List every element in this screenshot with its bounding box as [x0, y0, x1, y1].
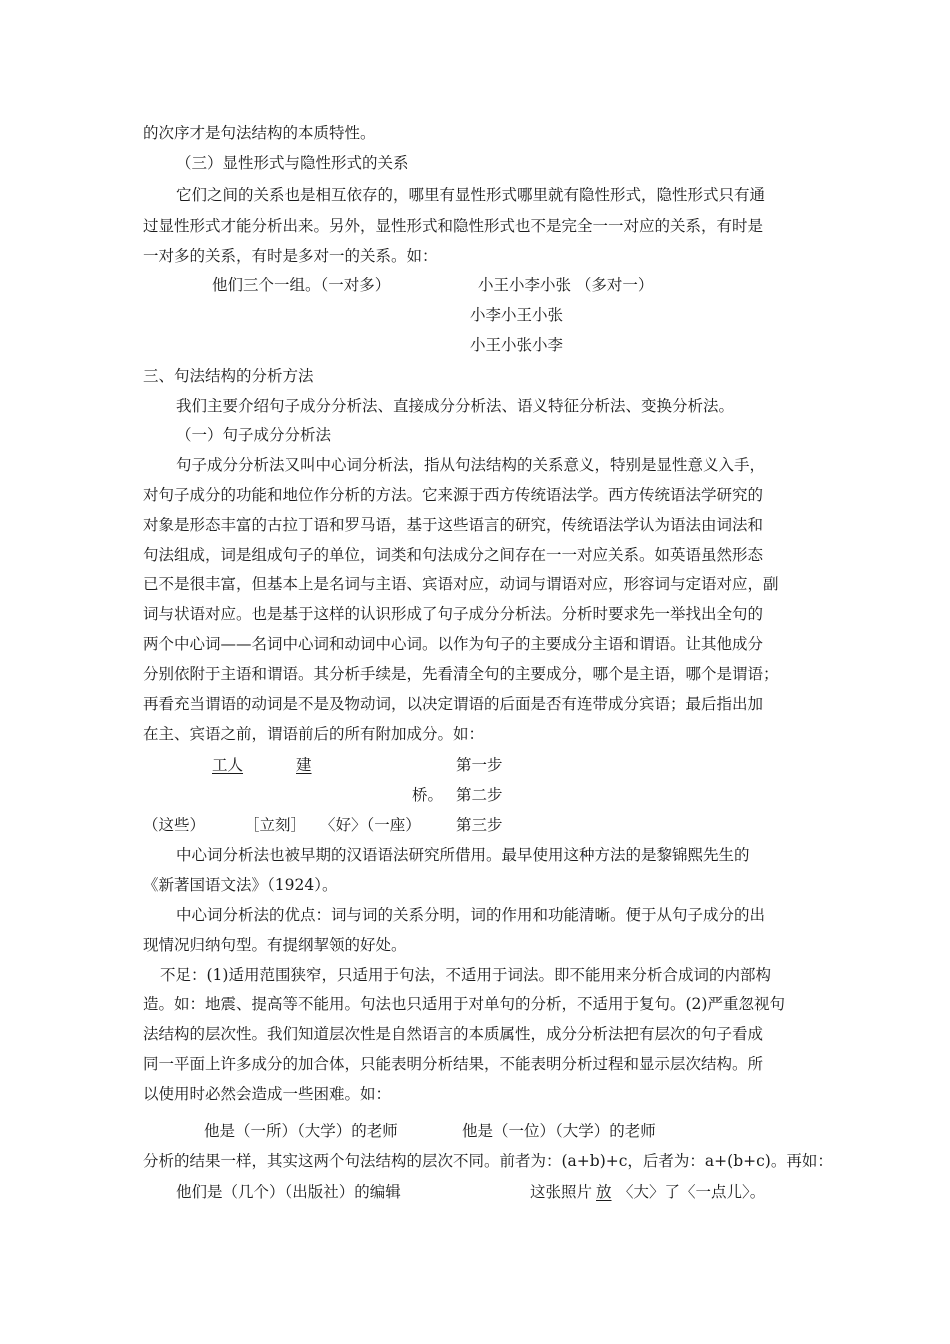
example-text: 小李小王小张	[470, 306, 564, 324]
text-line: 现情况归纳句型。有提纲挈领的好处。	[143, 936, 407, 954]
text-line: 句子成分分析法又叫中心词分析法，指从句法结构的关系意义，特别是显性意义入手，	[176, 456, 766, 474]
complement-words: 〈好〉（一座）	[320, 816, 421, 834]
example-text: 小王小李小张 （多对一）	[478, 276, 654, 294]
text-line: 在主、宾语之前，谓语前后的所有附加成分。如：	[143, 725, 485, 743]
text-line: 词与状语对应。也是基于这样的认识形成了句子成分分析法。分析时要求先一举找出全句的	[143, 605, 764, 623]
text-line: 它们之间的关系也是相互依存的，哪里有显性形式哪里就有隐性形式，隐性形式只有通	[176, 186, 766, 204]
predicate-word: 放	[596, 1183, 612, 1201]
example-text: 〈大〉了〈一点儿〉。	[618, 1183, 766, 1201]
text-line: 中心词分析法也被早期的汉语语法研究所借用。最早使用这种方法的是黎锦熙先生的	[176, 846, 750, 864]
text-line: 的次序才是句法结构的本质特性。	[143, 124, 376, 142]
example-text: 他们是（几个）（出版社）的编辑	[176, 1183, 401, 1201]
example-text: 他是（一所）（大学）的老师	[204, 1122, 398, 1140]
example-text: 小王小张小李	[470, 336, 564, 354]
predicate-word: 建	[296, 756, 312, 774]
example-text: 他是（一位）（大学）的老师	[462, 1122, 656, 1140]
text-line: 再看充当谓语的动词是不是及物动词，以决定谓语的后面是否有连带成分宾语；最后指出加	[143, 695, 764, 713]
text-line: 《新著国语文法》（1924）。	[143, 876, 338, 894]
step-label: 第三步	[456, 816, 503, 834]
text-line: 同一平面上许多成分的加合体，只能表明分析结果，不能表明分析过程和显示层次结构。所	[143, 1055, 764, 1073]
section-heading: 三、句法结构的分析方法	[143, 367, 314, 385]
subheading: （一）句子成分分析法	[176, 426, 332, 444]
text-line: 对句子成分的功能和地位作分析的方法。它来源于西方传统语法学。西方传统语法学研究的	[143, 486, 764, 504]
example-text: 这张照片	[530, 1183, 593, 1201]
modifier-word: （这些）	[143, 816, 206, 834]
example-text: 他们三个一组。（一对多）	[212, 276, 391, 294]
text-line: 分别依附于主语和谓语。其分析手续是，先看清全句的主要成分，哪个是主语，哪个是谓语；	[143, 665, 779, 683]
object-word: 桥。	[412, 786, 444, 804]
text-line: 造。如：地震、提高等不能用。句法也只适用于对单句的分析，不适用于复句。(2)严重忽视句	[143, 995, 785, 1013]
step-label: 第一步	[456, 756, 503, 774]
text-line: 句法组成，词是组成句子的单位，词类和句法成分之间存在一一对应关系。如英语虽然形态	[143, 546, 764, 564]
text-line: 不足：(1)适用范围狭窄，只适用于句法，不适用于词法。即不能用来分析合成词的内部构	[160, 966, 771, 984]
text-line: 分析的结果一样，其实这两个句法结构的层次不同。前者为：(a+b)+c，后者为：a+(b+c)。再如：	[143, 1152, 833, 1170]
text-line: 已不是很丰富，但基本上是名词与主语、宾语对应，动词与谓语对应，形容词与定语对应，副	[143, 575, 779, 593]
text-line: 我们主要介绍句子成分分析法、直接成分分析法、语义特征分析法、变换分析法。	[176, 397, 735, 415]
text-line: 一对多的关系，有时是多对一的关系。如：	[143, 247, 438, 265]
text-line: 两个中心词——名词中心词和动词中心词。以作为句子的主要成分主语和谓语。让其他成分	[143, 635, 764, 653]
subject-word: 工人	[212, 756, 244, 774]
text-line: 中心词分析法的优点：词与词的关系分明，词的作用和功能清晰。便于从句子成分的出	[176, 906, 766, 924]
subheading: （三）显性形式与隐性形式的关系	[176, 154, 409, 172]
text-line: 对象是形态丰富的古拉丁语和罗马语，基于这些语言的研究，传统语法学认为语法由词法和	[143, 516, 764, 534]
text-line: 以使用时必然会造成一些困难。如：	[143, 1085, 392, 1103]
step-label: 第二步	[456, 786, 503, 804]
text-line: 法结构的层次性。我们知道层次性是自然语言的本质属性，成分分析法把有层次的句子看成	[143, 1025, 764, 1043]
adverbial-word: ［立刻］	[244, 816, 307, 834]
text-line: 过显性形式才能分析出来。另外，显性形式和隐性形式也不是完全一一对应的关系，有时是	[143, 217, 764, 235]
